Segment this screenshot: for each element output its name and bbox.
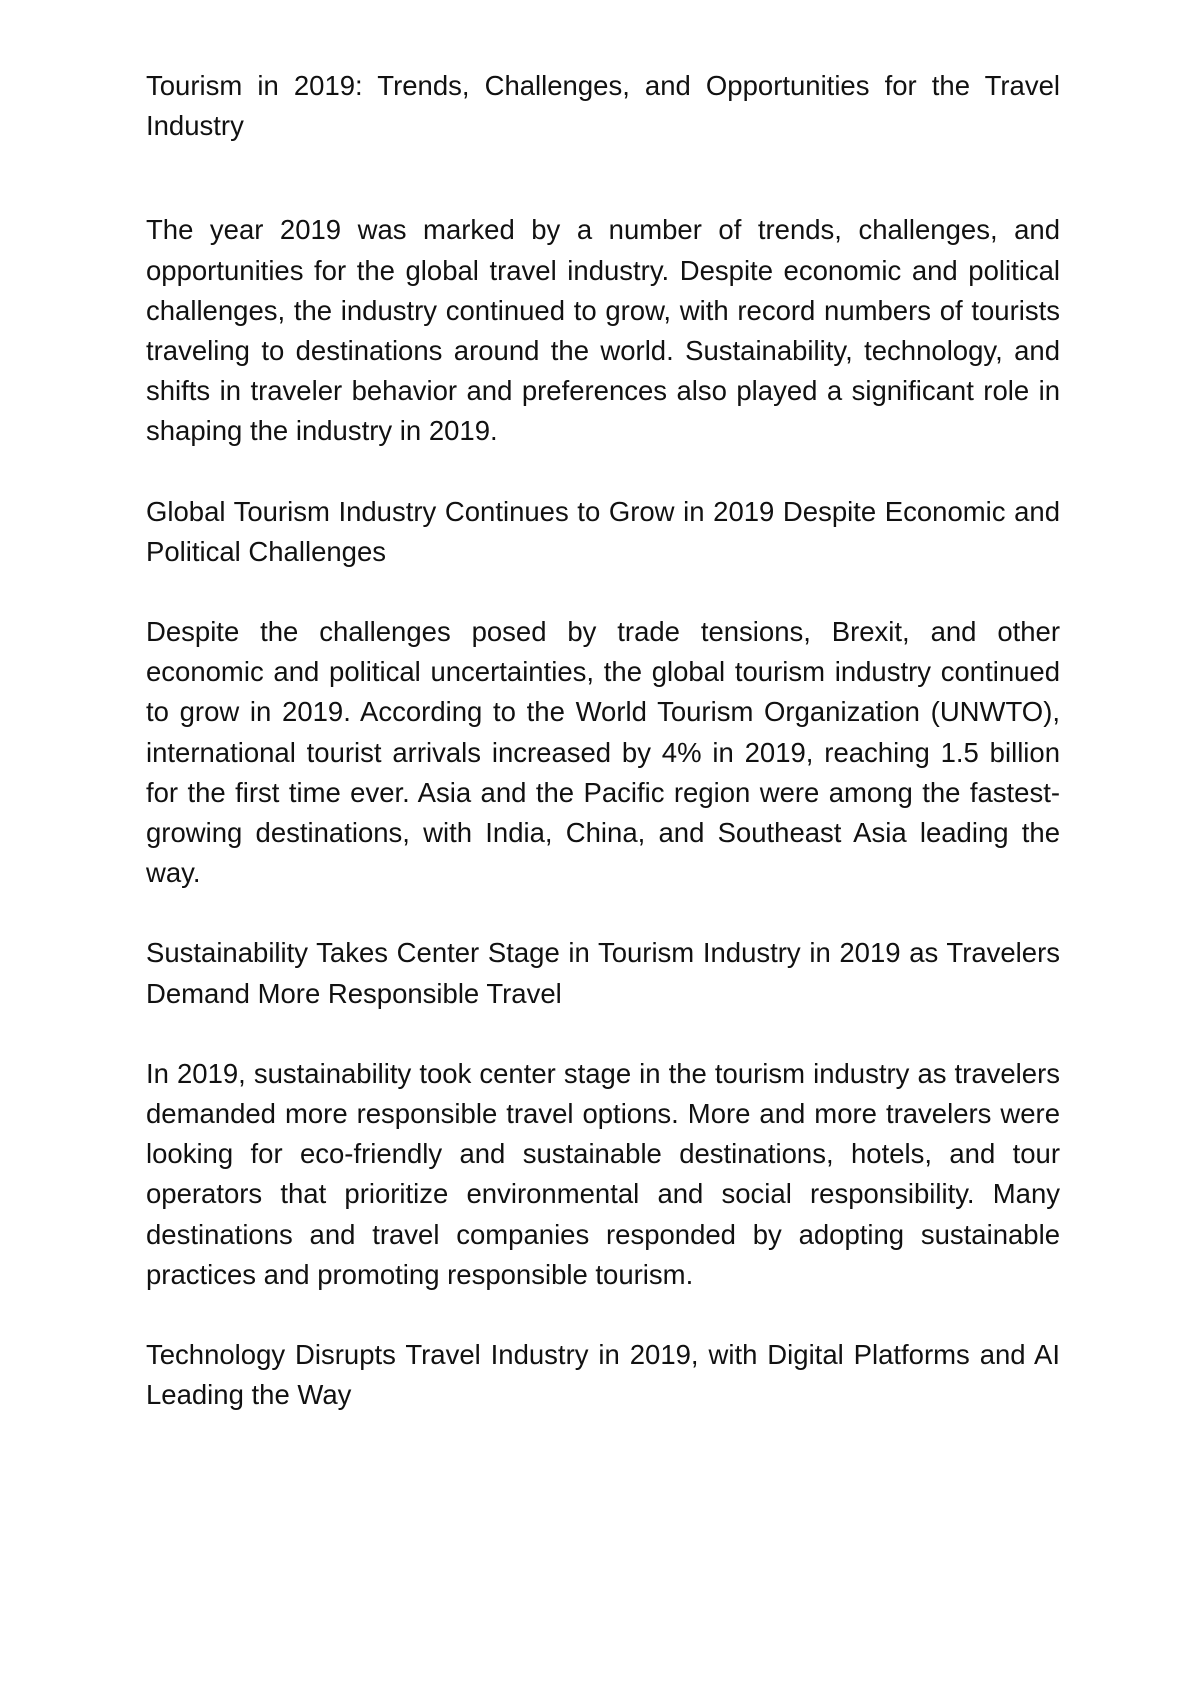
section-body-growth: Despite the challenges posed by trade tensions, Brexit, and other economic and political uncertainties, the global tourism industry continued to grow in 2019. According to the World Tourism Organization (UNWTO), international tourist arrivals increased by 4% in 2019, reaching 1.5 billion for the first time ever. Asia and the Pacific region were among the fastest-growing destinations, with India, China, and Southeast Asia leading the way.	[146, 616, 1060, 889]
section-body-sustainability: In 2019, sustainability took center stage in the tourism industry as travelers demanded more responsible travel options. More and more travelers were looking for eco-friendly and sustainable destinations, hotels, and tour operators that prioritize environmental and social responsibility. Many destinations and travel companies responded by adopting sustainable practices and promoting responsible tourism.	[146, 1057, 1060, 1290]
section-heading-technology: Technology Disrupts Travel Industry in 2019, with Digital Platforms and AI Leading the Way	[146, 1339, 1060, 1411]
intro-paragraph: The year 2019 was marked by a number of trends, challenges, and opportunities for the global travel industry. Despite economic and political challenges, the industry continued to grow, with record numbers of tourists traveling to destinations around the world. Sustainability, technology, and shifts in traveler behavior and preferences also played a significant role in shaping the industry in 2019.	[146, 214, 1060, 447]
section-heading-growth: Global Tourism Industry Continues to Grow in 2019 Despite Economic and Political Challenges	[146, 495, 1060, 567]
document-page	[146, 66, 1060, 1415]
document-title: Tourism in 2019: Trends, Challenges, and Opportunities for the Travel Industry	[146, 70, 1060, 142]
section-heading-sustainability: Sustainability Takes Center Stage in Tourism Industry in 2019 as Travelers Demand More Responsible Travel	[146, 937, 1060, 1009]
